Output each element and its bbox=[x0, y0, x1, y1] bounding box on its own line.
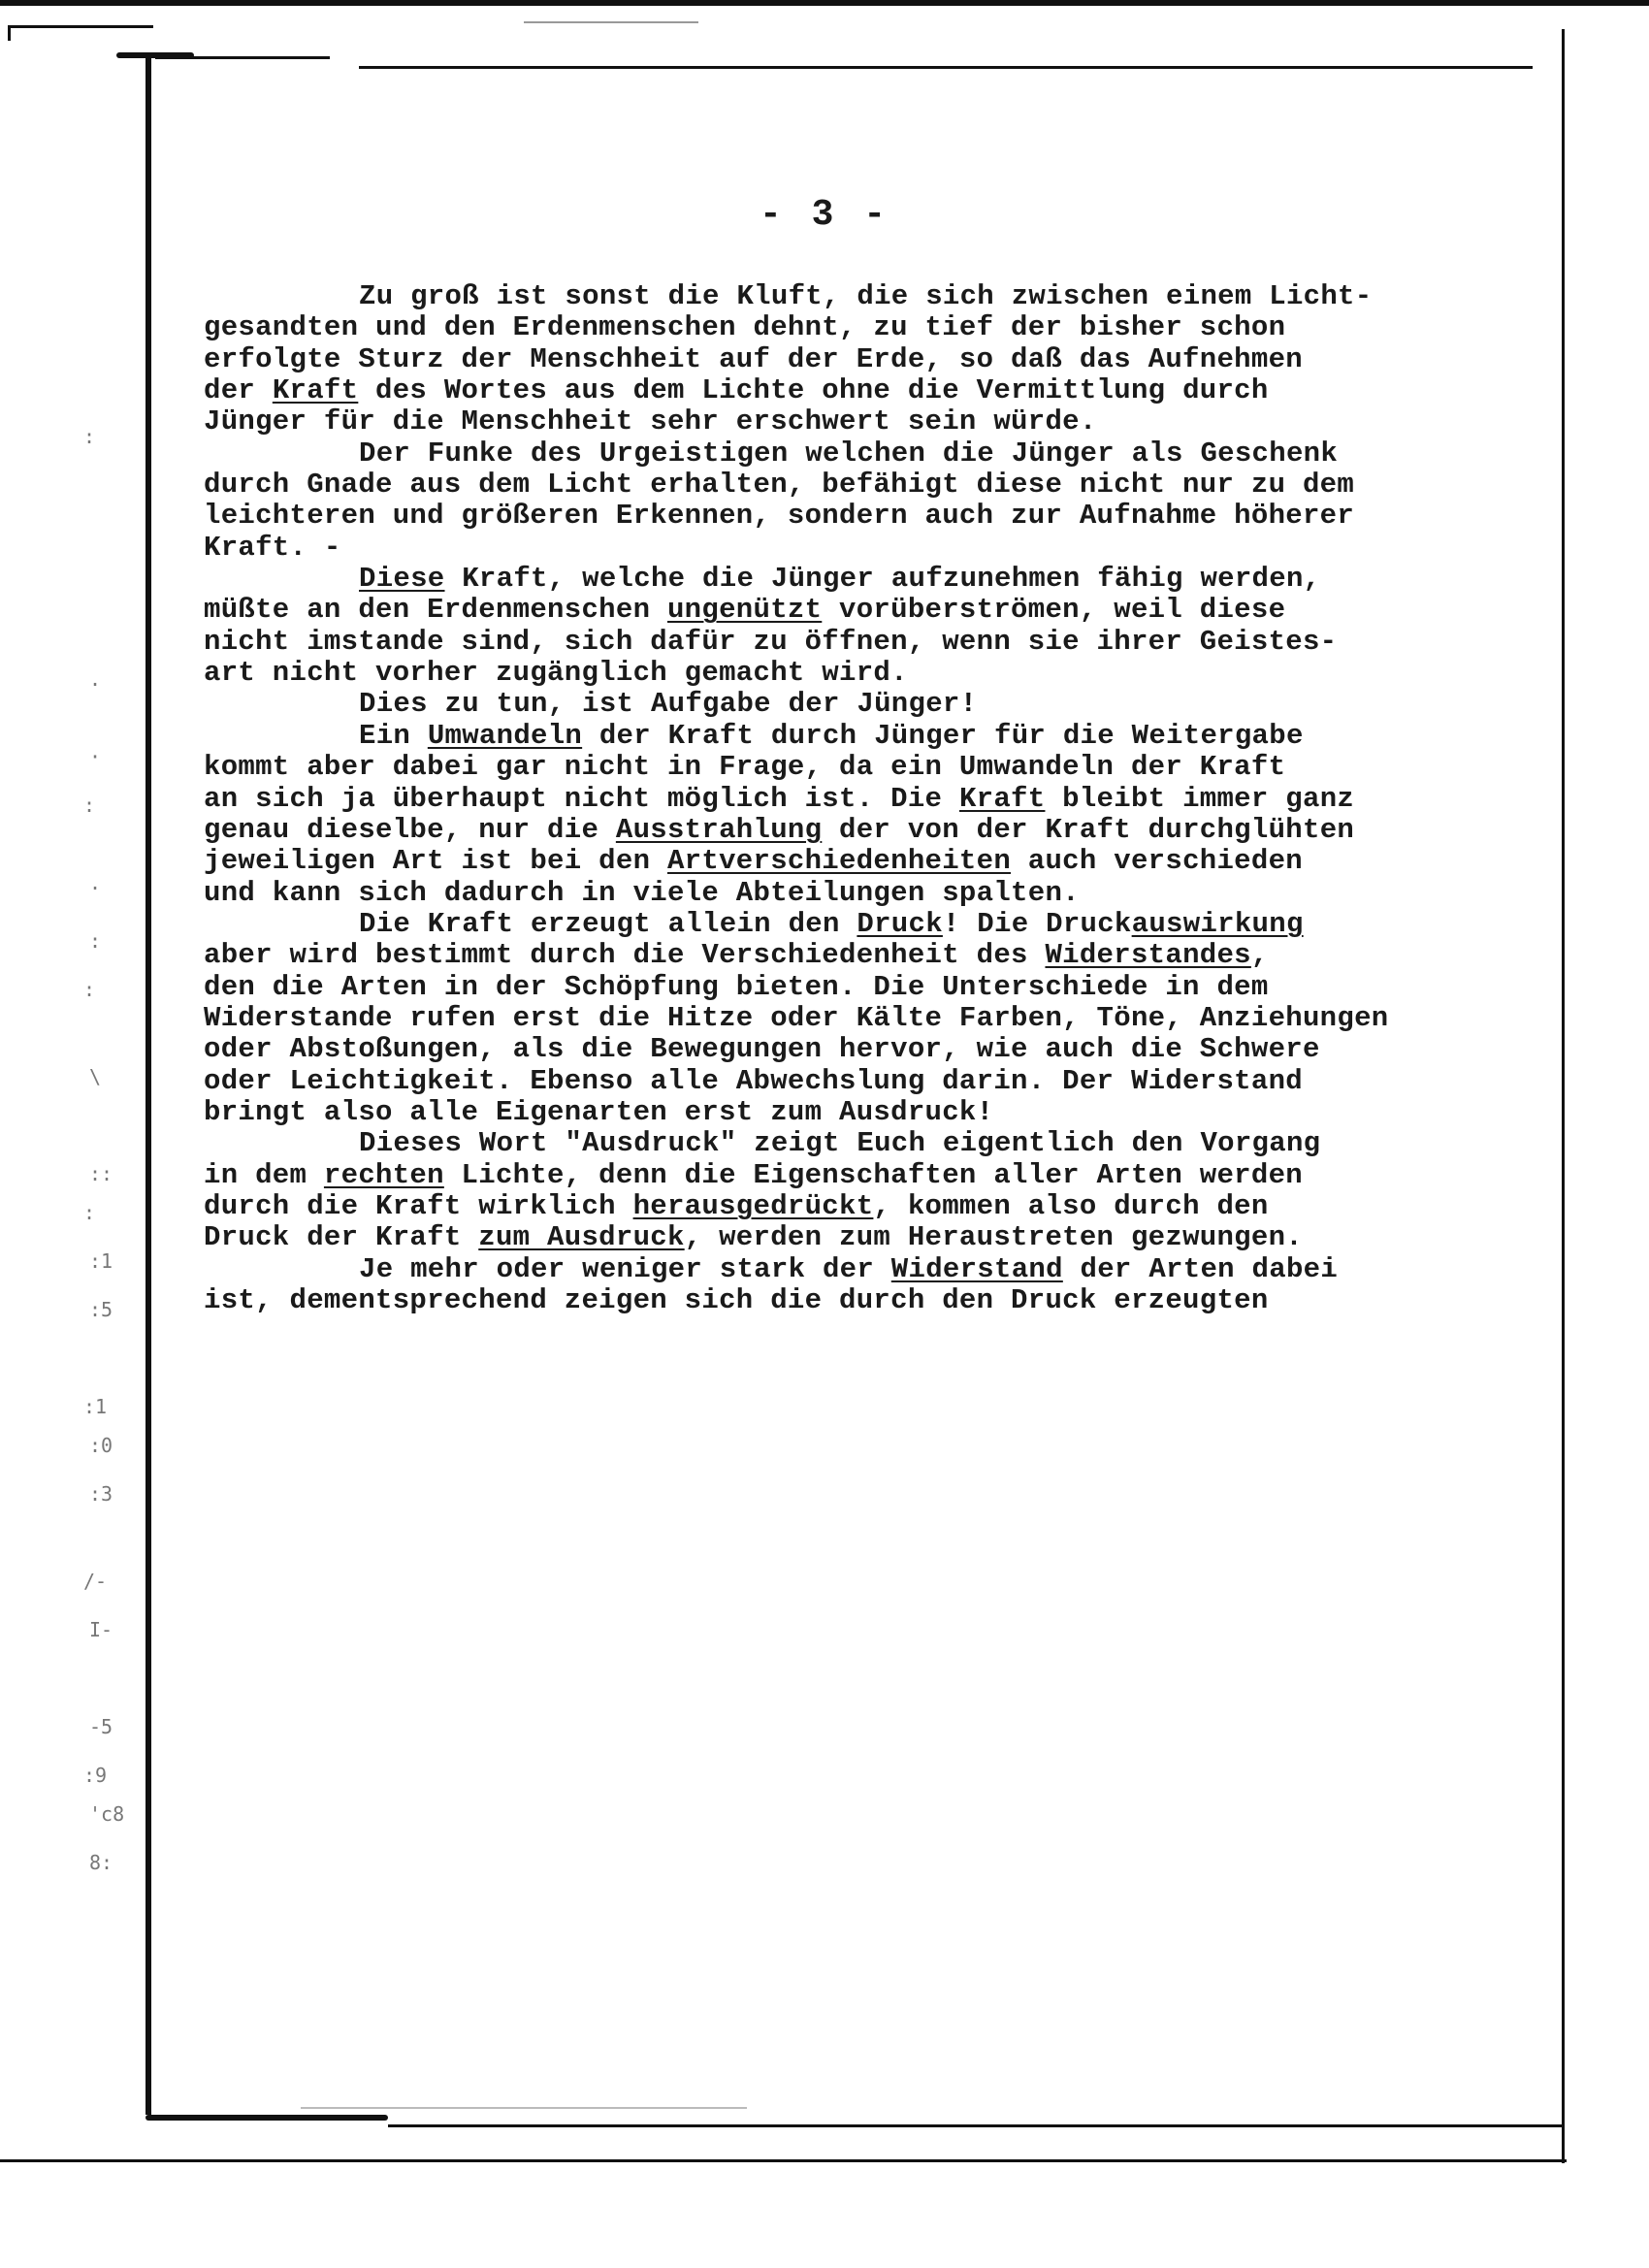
text-segment: Die Kraft erzeugt allein den bbox=[359, 907, 857, 940]
text-line bbox=[204, 312, 1542, 343]
text-line bbox=[204, 752, 1542, 783]
text-segment: der bbox=[204, 374, 273, 407]
bottom-scan-edge bbox=[0, 2159, 1567, 2162]
margin-mark: : bbox=[83, 794, 96, 817]
margin-mark: · bbox=[89, 745, 102, 768]
left-margin-line bbox=[146, 58, 151, 2115]
top-rule bbox=[359, 66, 1533, 69]
text-line bbox=[204, 344, 1542, 375]
text-segment: und kann sich dadurch in viele Abteilungen spalten. bbox=[204, 876, 1080, 909]
body-text bbox=[204, 281, 1542, 1316]
margin-mark: : bbox=[83, 1201, 96, 1224]
underlined-word: Widerstandes bbox=[1045, 939, 1251, 972]
text-segment: Dies zu tun, ist Aufgabe der Jünger! bbox=[359, 688, 978, 721]
margin-mark: . bbox=[89, 667, 102, 691]
text-segment: der von der Kraft durchglühten bbox=[822, 813, 1355, 846]
text-segment: ! Die Druck bbox=[942, 907, 1132, 940]
text-segment: bringt also alle Eigenarten erst zum Ausdruck! bbox=[204, 1095, 994, 1128]
text-line bbox=[204, 375, 1542, 406]
text-line bbox=[204, 721, 1542, 752]
text-segment: Ein bbox=[359, 719, 428, 752]
margin-mark: : bbox=[83, 425, 96, 448]
text-line bbox=[204, 846, 1542, 877]
underlined-word: Ausstrahlung bbox=[615, 813, 823, 846]
text-segment: aber wird bestimmt durch die Verschiedenheit des bbox=[204, 939, 1046, 972]
text-line bbox=[204, 595, 1542, 626]
text-segment: kommt aber dabei gar nicht in Frage, da ein Umwandeln der Kraft bbox=[204, 751, 1286, 784]
text-segment: erfolgte Sturz der Menschheit auf der Erde, so daß das Aufnehmen bbox=[204, 342, 1303, 375]
underlined-word: Druck bbox=[857, 907, 943, 940]
underlined-word: rechten bbox=[323, 1158, 444, 1191]
text-line bbox=[204, 658, 1542, 689]
page-number: - 3 - bbox=[759, 194, 890, 236]
text-line bbox=[204, 1222, 1542, 1253]
text-segment: des Wortes aus dem Lichte ohne die Vermittlung durch bbox=[358, 374, 1269, 407]
text-segment: vorüberströmen, weil diese bbox=[822, 594, 1286, 627]
underlined-word: Diese bbox=[359, 563, 445, 596]
text-segment: Zu groß ist sonst die Kluft, die sich zwischen einem Licht- bbox=[359, 280, 1373, 312]
margin-mark: :1 bbox=[83, 1395, 108, 1418]
text-line bbox=[204, 1160, 1542, 1191]
text-segment: der Kraft durch Jünger für die Weitergabe bbox=[582, 719, 1304, 752]
underlined-word: auswirkung bbox=[1131, 907, 1304, 940]
bottom-rule bbox=[146, 2115, 388, 2121]
text-segment: bleibt immer ganz bbox=[1045, 782, 1355, 815]
text-segment: müßte an den Erdenmenschen bbox=[204, 594, 667, 627]
text-line bbox=[204, 1003, 1542, 1034]
text-segment: , kommen also durch den bbox=[873, 1189, 1269, 1222]
margin-mark: :5 bbox=[89, 1298, 113, 1321]
text-line bbox=[204, 940, 1542, 971]
text-segment: Druck der Kraft bbox=[204, 1221, 479, 1254]
text-line bbox=[204, 564, 1542, 595]
text-line bbox=[204, 533, 1542, 564]
text-segment: an sich ja überhaupt nicht möglich ist. Die bbox=[204, 782, 959, 815]
text-segment: Der Funke des Urgeistigen welchen die Jünger als Geschenk bbox=[359, 437, 1339, 470]
top-rule bbox=[155, 56, 330, 59]
underlined-word: Widerstand bbox=[890, 1252, 1063, 1285]
text-line bbox=[204, 438, 1542, 470]
text-segment: leichteren und größeren Erkennen, sondern auch zur Aufnahme höherer bbox=[204, 500, 1355, 533]
text-segment: gesandten und den Erdenmenschen dehnt, zu tief der bisher schon bbox=[204, 311, 1286, 344]
text-line bbox=[204, 281, 1542, 312]
text-line bbox=[204, 406, 1542, 437]
underlined-word: Kraft bbox=[958, 782, 1046, 815]
margin-mark: 'c8 bbox=[89, 1802, 125, 1826]
text-segment: Kraft, welche die Jünger aufzunehmen fähig werden, bbox=[444, 563, 1321, 596]
faint-rule bbox=[524, 21, 698, 23]
text-line bbox=[204, 470, 1542, 501]
margin-mark: /- bbox=[83, 1570, 108, 1593]
text-segment: Widerstande rufen erst die Hitze oder Kälte Farben, Töne, Anziehungen bbox=[204, 1001, 1389, 1034]
underlined-word: Umwandeln bbox=[427, 719, 583, 752]
text-segment: Lichte, denn die Eigenschaften aller Arten werden bbox=[443, 1158, 1303, 1191]
corner-mark bbox=[8, 25, 11, 41]
text-line bbox=[204, 627, 1542, 658]
margin-mark: 8: bbox=[89, 1851, 113, 1874]
text-line bbox=[204, 878, 1542, 909]
text-segment: ist, dementsprechend zeigen sich die durch den Druck erzeugten bbox=[204, 1284, 1269, 1316]
text-line bbox=[204, 1191, 1542, 1222]
underlined-word: zum Ausdruck bbox=[478, 1221, 685, 1254]
text-segment: durch die Kraft wirklich bbox=[204, 1189, 633, 1222]
margin-mark: :0 bbox=[89, 1434, 113, 1457]
margin-mark: -5 bbox=[89, 1715, 113, 1738]
margin-mark: : bbox=[89, 929, 102, 953]
text-line bbox=[204, 784, 1542, 815]
text-segment: genau dieselbe, nur die bbox=[204, 813, 616, 846]
text-line bbox=[204, 1285, 1542, 1316]
text-line bbox=[204, 972, 1542, 1003]
text-line bbox=[204, 815, 1542, 846]
margin-mark: :3 bbox=[89, 1482, 113, 1506]
margin-mark: :9 bbox=[83, 1764, 108, 1787]
text-segment: den die Arten in der Schöpfung bieten. Die Unterschiede in dem bbox=[204, 970, 1269, 1003]
text-segment: Dieses Wort "Ausdruck" zeigt Euch eigentlich den Vorgang bbox=[359, 1127, 1321, 1160]
text-segment: in dem bbox=[204, 1158, 324, 1191]
margin-mark: \ bbox=[89, 1065, 102, 1088]
underlined-word: herausgedrückt bbox=[632, 1189, 874, 1222]
right-margin-line bbox=[1562, 29, 1565, 2163]
text-segment: oder Leichtigkeit. Ebenso alle Abwechslung darin. Der Widerstand bbox=[204, 1064, 1303, 1097]
text-segment: art nicht vorher zugänglich gemacht wird. bbox=[204, 657, 908, 690]
margin-mark: :1 bbox=[89, 1249, 113, 1273]
text-segment: der Arten dabei bbox=[1062, 1252, 1339, 1285]
bottom-rule bbox=[388, 2124, 1564, 2127]
text-segment: Kraft. - bbox=[204, 531, 341, 564]
top-scan-edge bbox=[0, 0, 1649, 6]
text-segment: , werden zum Heraustreten gezwungen. bbox=[684, 1221, 1303, 1254]
text-segment: auch verschieden bbox=[1011, 845, 1303, 878]
corner-mark bbox=[8, 25, 153, 28]
text-segment: Jünger für die Menschheit sehr erschwert sein würde. bbox=[204, 405, 1097, 438]
text-line bbox=[204, 1254, 1542, 1285]
text-line bbox=[204, 1128, 1542, 1159]
margin-mark: :: bbox=[89, 1162, 113, 1185]
text-line bbox=[204, 1066, 1542, 1097]
text-line bbox=[204, 689, 1542, 720]
text-segment: nicht imstande sind, sich dafür zu öffnen, wenn sie ihrer Geistes- bbox=[204, 625, 1338, 658]
text-line bbox=[204, 501, 1542, 532]
text-line bbox=[204, 1097, 1542, 1128]
text-segment: oder Abstoßungen, als die Bewegungen hervor, wie auch die Schwere bbox=[204, 1033, 1320, 1066]
faint-rule bbox=[301, 2107, 747, 2109]
margin-mark: I- bbox=[89, 1618, 113, 1641]
underlined-word: ungenützt bbox=[666, 594, 823, 627]
underlined-word: Kraft bbox=[272, 374, 359, 407]
text-segment: , bbox=[1250, 939, 1269, 972]
text-line bbox=[204, 1034, 1542, 1065]
text-segment: durch Gnade aus dem Licht erhalten, befähigt diese nicht nur zu dem bbox=[204, 469, 1355, 502]
underlined-word: Artverschiedenheiten bbox=[666, 845, 1012, 878]
margin-mark: : bbox=[83, 978, 96, 1001]
text-segment: Je mehr oder weniger stark der bbox=[359, 1252, 891, 1285]
text-line bbox=[204, 909, 1542, 940]
margin-mark: . bbox=[89, 871, 102, 894]
text-segment: jeweiligen Art ist bei den bbox=[204, 845, 667, 878]
